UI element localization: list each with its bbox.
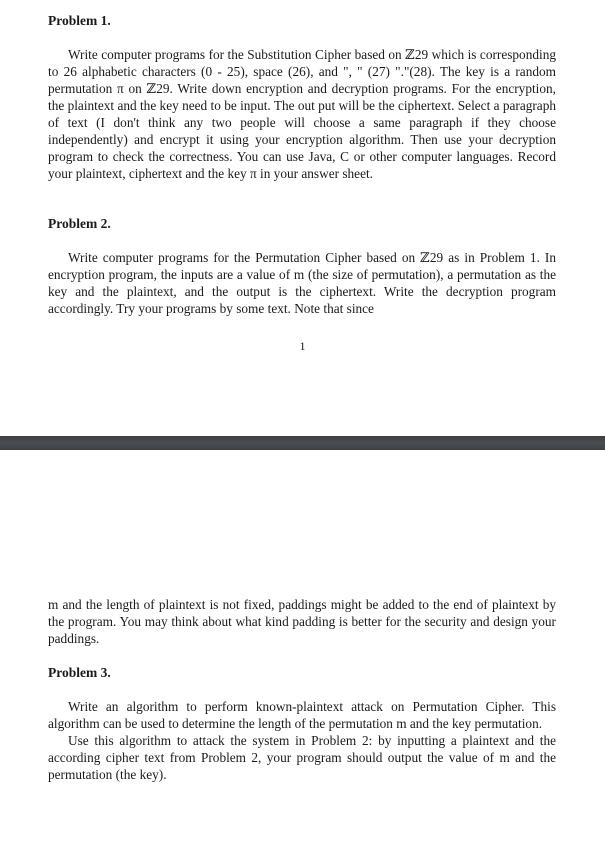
page-2	[0, 450, 605, 842]
problem-2-section	[48, 215, 556, 232]
problem-3-section	[48, 664, 556, 681]
page-number: 1	[299, 339, 306, 353]
problem-1-section	[48, 12, 556, 29]
problem-3-body-2: Use this algorithm to attack the system in Problem 2: by inputting a plaintext and the according cipher text from Problem 2, your program should output the value of m and the permutation (the key).	[48, 733, 556, 782]
problem-3-heading: Problem 3.	[48, 665, 111, 680]
problem-2-heading: Problem 2.	[48, 216, 111, 231]
problem-1-body: Write computer programs for the Substitution Cipher based on ℤ29 which is corresponding to 26 alphabetic characters (0 - 25), space (26), and ", " (27) "."(28). The key is a random permutation π on ℤ29. Write down encryption and decryption programs. For the encryption, the plaintext and the key need to be input. The out put will be the ciphertext. Select a paragraph of text (I don't think any two people will choose a same paragraph if they choose independently) and encrypt it using your encryption algorithm. Then use your decryption program to check the correctness. You can use Java, C or other computer languages. Record your plaintext, ciphertext and the key π in your answer sheet.	[48, 47, 556, 181]
problem-3-body-1: Write an algorithm to perform known-plaintext attack on Permutation Cipher. This algorithm can be used to determine the length of the permutation m and the key permutation.	[48, 699, 556, 731]
problem-3-body-wrap	[48, 698, 556, 783]
problem-1-heading: Problem 1.	[48, 13, 111, 28]
problem-2-body: Write computer programs for the Permutation Cipher based on ℤ29 as in Problem 1. In encryption program, the inputs are a value of m (the size of permutation), a permutation as the key and the plaintext, and the output is the ciphertext. Write the decryption program accordingly. Try your programs by some text. Note that since	[48, 250, 556, 316]
problem-2-continuation: m and the length of plaintext is not fixed, paddings might be added to the end of plaintext by the program. You may think about what kind padding is better for the security and design your paddings.	[48, 597, 556, 646]
problem-1-body-wrap	[48, 46, 556, 182]
problem-2-continuation-wrap	[48, 596, 556, 647]
problem-2-body-wrap	[48, 249, 556, 317]
page-separator	[0, 436, 605, 450]
